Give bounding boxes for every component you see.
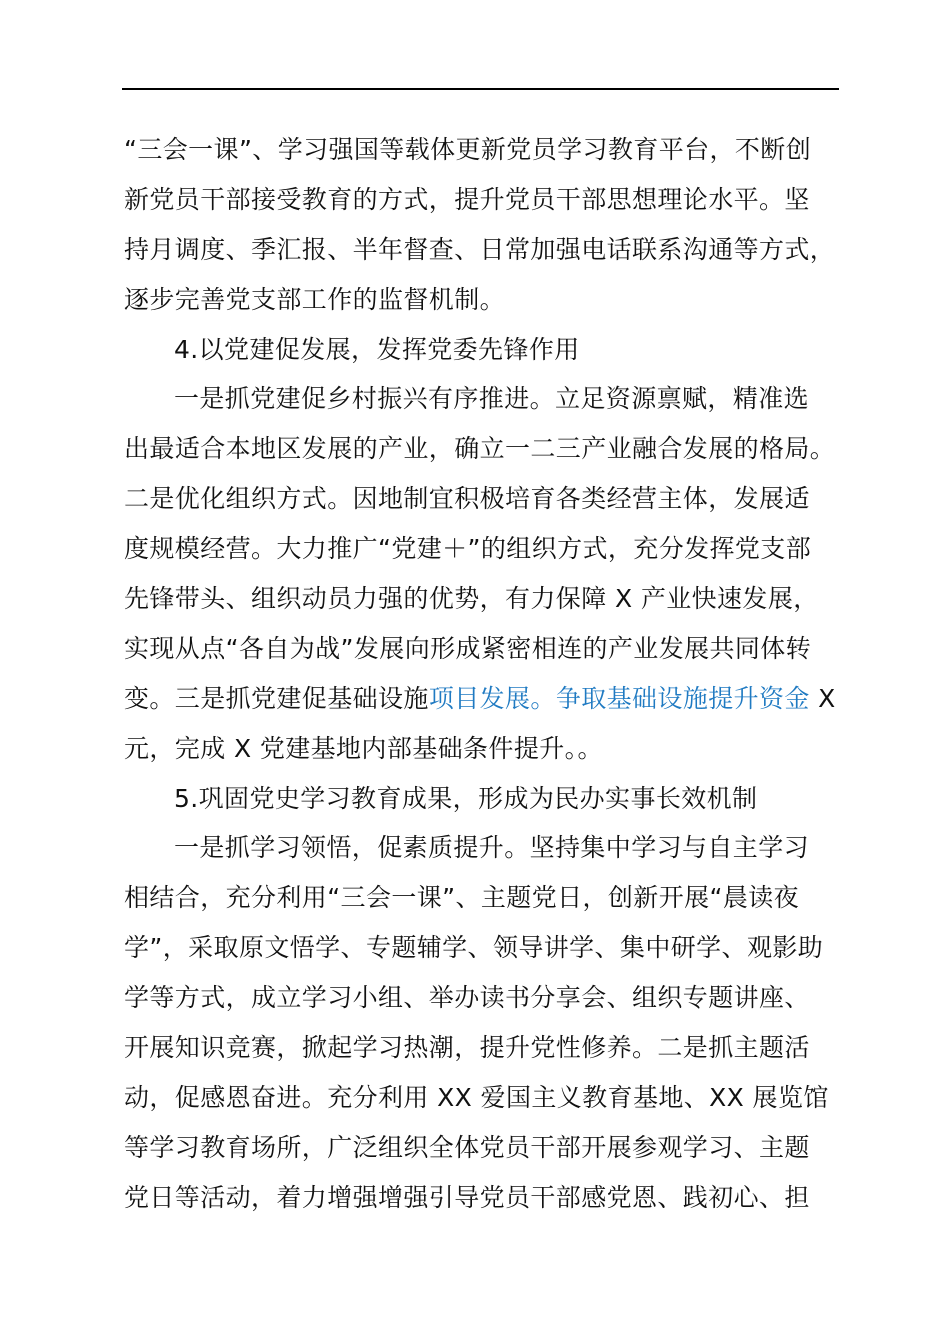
- text-line: 实现从点“各自为战”发展向形成紧密相连的产业发展共同体转: [124, 633, 812, 663]
- text-line: 逐步完善党支部工作的监督机制。: [124, 284, 506, 314]
- document-body: [124, 125, 844, 1223]
- text-line: 等学习教育场所，广泛组织全体党员干部开展参观学习、主题: [124, 1132, 810, 1162]
- section-heading-5: 5.巩固党史学习教育成果，形成为民办实事长效机制: [174, 783, 758, 813]
- section-heading-4: 4.以党建促发展，发挥党委先锋作用: [174, 334, 580, 364]
- paragraph-start: 一是抓学习领悟，促素质提升。坚持集中学习与自主学习: [174, 833, 810, 863]
- text-line: 新党员干部接受教育的方式，提升党员干部思想理论水平。坚: [124, 184, 810, 214]
- text-line: 出最适合本地区发展的产业，确立一二三产业融合发展的格局。: [124, 434, 836, 464]
- paragraph-start: 一是抓党建促乡村振兴有序推进。立足资源禀赋，精准选: [174, 384, 810, 414]
- text-line: 持月调度、季汇报、半年督查、日常加强电话联系沟通等方式，: [124, 234, 836, 264]
- text-line: “三会一课”、学习强国等载体更新党员学习教育平台，不断创: [124, 135, 812, 164]
- text-line: 学等方式，成立学习小组、举办读书分享会、组织专题讲座、: [124, 983, 810, 1013]
- line-text-before: 变。三是抓党建促基础设施: [124, 683, 429, 713]
- text-line: 先锋带头、组织动员力强的优势，有力保障 X 产业快速发展，: [124, 584, 819, 614]
- text-line: 二是优化组织方式。因地制宜积极培育各类经营主体，发展适: [124, 484, 810, 514]
- line-text-after: X: [809, 683, 836, 713]
- text-line: 元，完成 X 党建基地内部基础条件提升。。: [124, 733, 603, 763]
- text-line: 党日等活动，着力增强增强引导党员干部感党恩、践初心、担: [124, 1182, 810, 1212]
- text-line: 学”，采取原文悟学、专题辅学、领导讲学、集中研学、观影助: [124, 933, 824, 963]
- text-line: 相结合，充分利用“三会一课”、主题党日，创新开展“晨读夜: [124, 883, 800, 913]
- text-line: 开展知识竞赛，掀起学习热潮，提升党性修养。二是抓主题活: [124, 1033, 810, 1063]
- text-line-with-link: [124, 674, 844, 724]
- text-line: 度规模经营。大力推广“党建＋”的组织方式，充分发挥党支部: [124, 534, 812, 564]
- header-rule: [122, 88, 839, 90]
- hyperlink-text[interactable]: 项目发展。争取基础设施提升资金: [428, 683, 810, 713]
- text-line: 动，促感恩奋进。充分利用 XX 爱国主义教育基地、XX 展览馆: [124, 1082, 829, 1112]
